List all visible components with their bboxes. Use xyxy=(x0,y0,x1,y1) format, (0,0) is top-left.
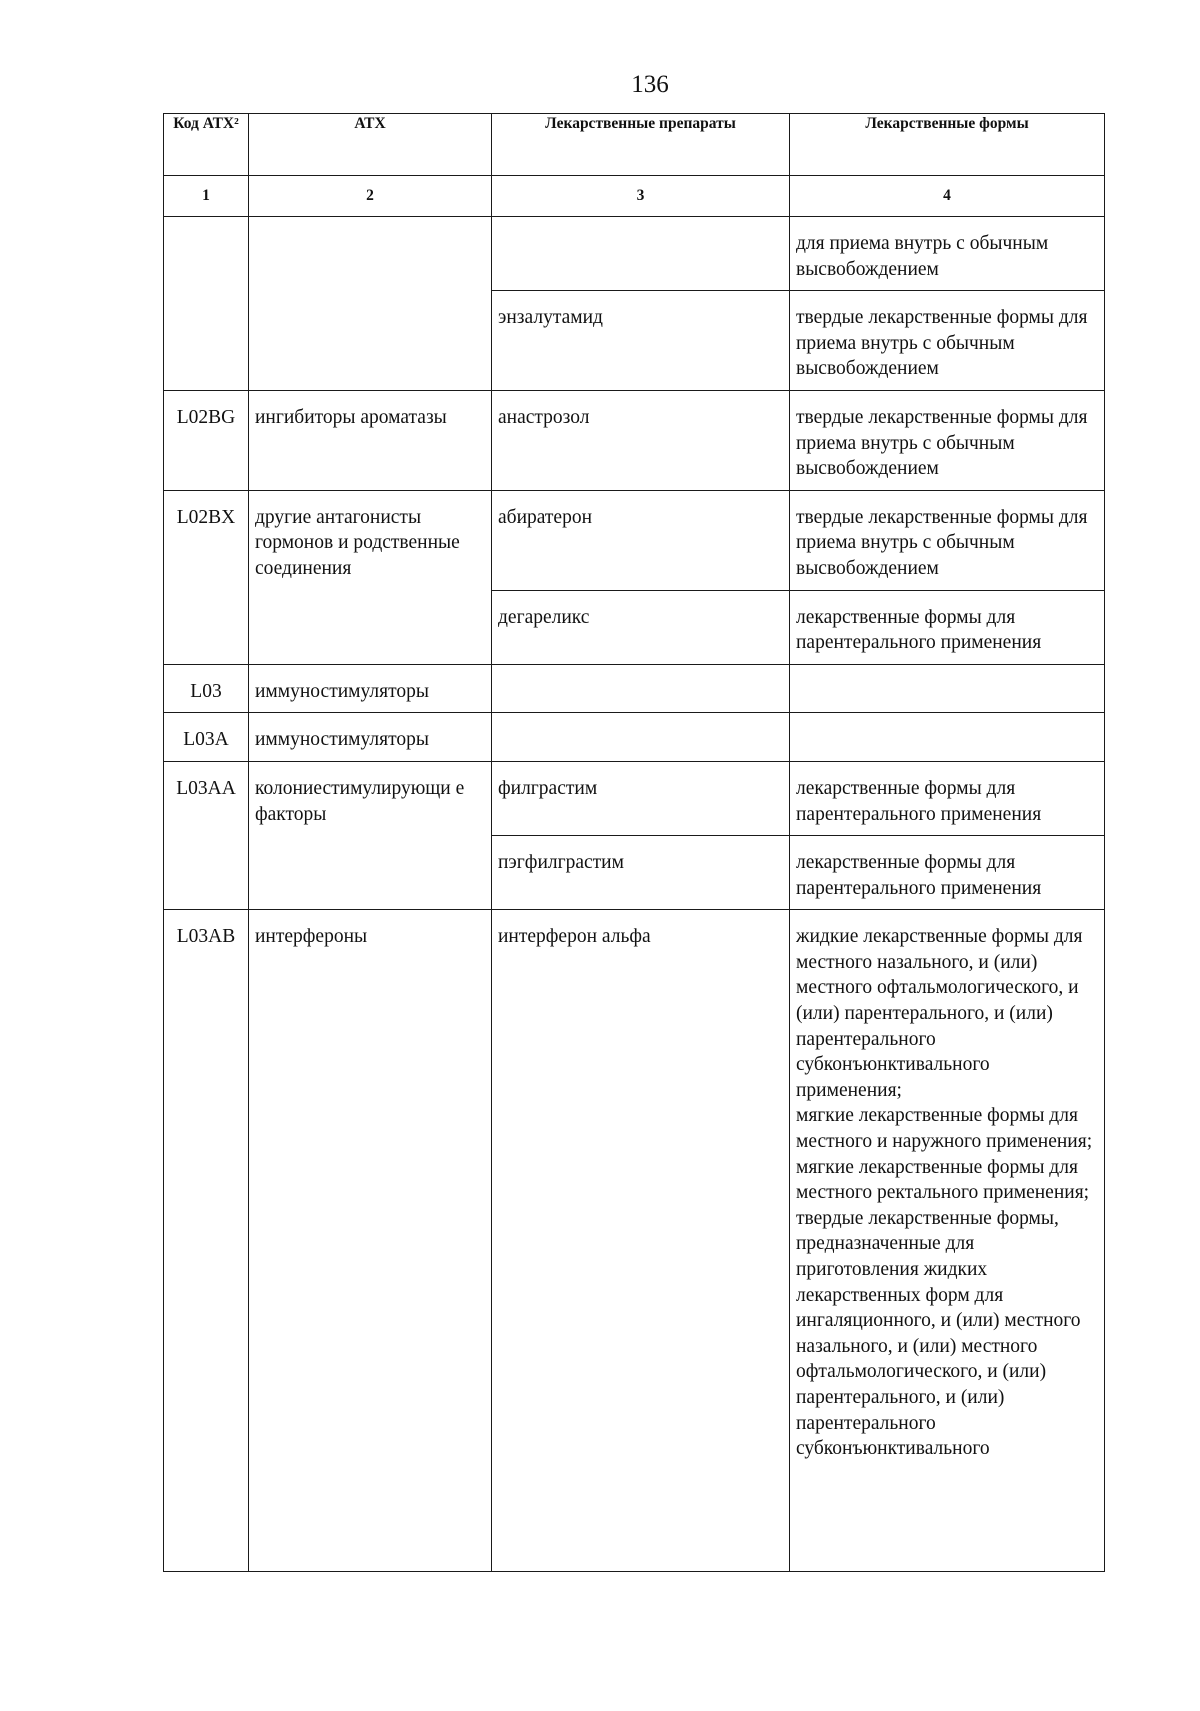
drug-cell: дегареликс xyxy=(492,590,790,664)
page-number: 136 xyxy=(631,71,669,98)
header-atc-code: Код АТХ² xyxy=(164,114,249,176)
table-row xyxy=(164,761,1105,835)
atc-code-cell: L02BG xyxy=(164,390,249,490)
column-number: 3 xyxy=(492,176,790,217)
table-header-row xyxy=(164,114,1105,176)
table-row xyxy=(164,390,1105,490)
table-row xyxy=(164,910,1105,1572)
dosage-forms-cell: жидкие лекарственные формы для местного назального, и (или) местного офтальмологического, и (или) парентерального, и (или) парентерального субконъюнктивального применения; мягкие лекарственные формы для местного и наружного применения; мягкие лекарственные формы для местного ректального применения; твердые лекарственные формы, предназначенные для приготовления жидких лекарственных форм для ингаляционного, и (или) местного назального, и (или) местного офтальмологического, и (или) парентерального, и (или) парентерального субконъюнктивального xyxy=(790,910,1105,1572)
drug-cell: энзалутамид xyxy=(492,291,790,391)
dosage-forms-cell xyxy=(790,664,1105,713)
atc-code-cell: L03A xyxy=(164,713,249,762)
column-number: 1 xyxy=(164,176,249,217)
atc-name-cell xyxy=(249,217,492,391)
dosage-forms-cell: лекарственные формы для парентерального применения xyxy=(790,590,1105,664)
dosage-forms-cell: твердые лекарственные формы для приема внутрь с обычным высвобождением xyxy=(790,490,1105,590)
dosage-forms-cell: лекарственные формы для парентерального применения xyxy=(790,836,1105,910)
atc-name-cell: колониестимулирующи е факторы xyxy=(249,761,492,909)
column-number: 2 xyxy=(249,176,492,217)
dosage-forms-cell: для приема внутрь с обычным высвобождением xyxy=(790,217,1105,291)
atc-drug-table xyxy=(163,113,1105,1572)
dosage-forms-cell: твердые лекарственные формы для приема внутрь с обычным высвобождением xyxy=(790,390,1105,490)
atc-name-cell: ингибиторы ароматазы xyxy=(249,390,492,490)
dosage-forms-cell xyxy=(790,713,1105,762)
table-row xyxy=(164,664,1105,713)
atc-name-cell: иммуностимуляторы xyxy=(249,664,492,713)
atc-code-cell xyxy=(164,217,249,391)
header-dosage-forms: Лекарственные формы xyxy=(790,114,1105,176)
drug-cell: анастрозол xyxy=(492,390,790,490)
header-atc-name: АТХ xyxy=(249,114,492,176)
table-row xyxy=(164,217,1105,291)
atc-name-cell: интерфероны xyxy=(249,910,492,1572)
header-drugs: Лекарственные препараты xyxy=(492,114,790,176)
drug-cell xyxy=(492,664,790,713)
atc-name-cell: другие антагонисты гормонов и родственные соединения xyxy=(249,490,492,664)
drug-cell: пэгфилграстим xyxy=(492,836,790,910)
drug-cell xyxy=(492,217,790,291)
column-number: 4 xyxy=(790,176,1105,217)
atc-name-cell: иммуностимуляторы xyxy=(249,713,492,762)
drug-cell: филграстим xyxy=(492,761,790,835)
dosage-forms-cell: твердые лекарственные формы для приема внутрь с обычным высвобождением xyxy=(790,291,1105,391)
atc-code-cell: L02BX xyxy=(164,490,249,664)
drug-cell: абиратерон xyxy=(492,490,790,590)
atc-code-cell: L03AB xyxy=(164,910,249,1572)
atc-code-cell: L03AA xyxy=(164,761,249,909)
column-number-row xyxy=(164,176,1105,217)
dosage-forms-cell: лекарственные формы для парентерального применения xyxy=(790,761,1105,835)
drug-cell: интерферон альфа xyxy=(492,910,790,1572)
drug-cell xyxy=(492,713,790,762)
atc-code-cell: L03 xyxy=(164,664,249,713)
table-row xyxy=(164,490,1105,590)
table-row xyxy=(164,713,1105,762)
